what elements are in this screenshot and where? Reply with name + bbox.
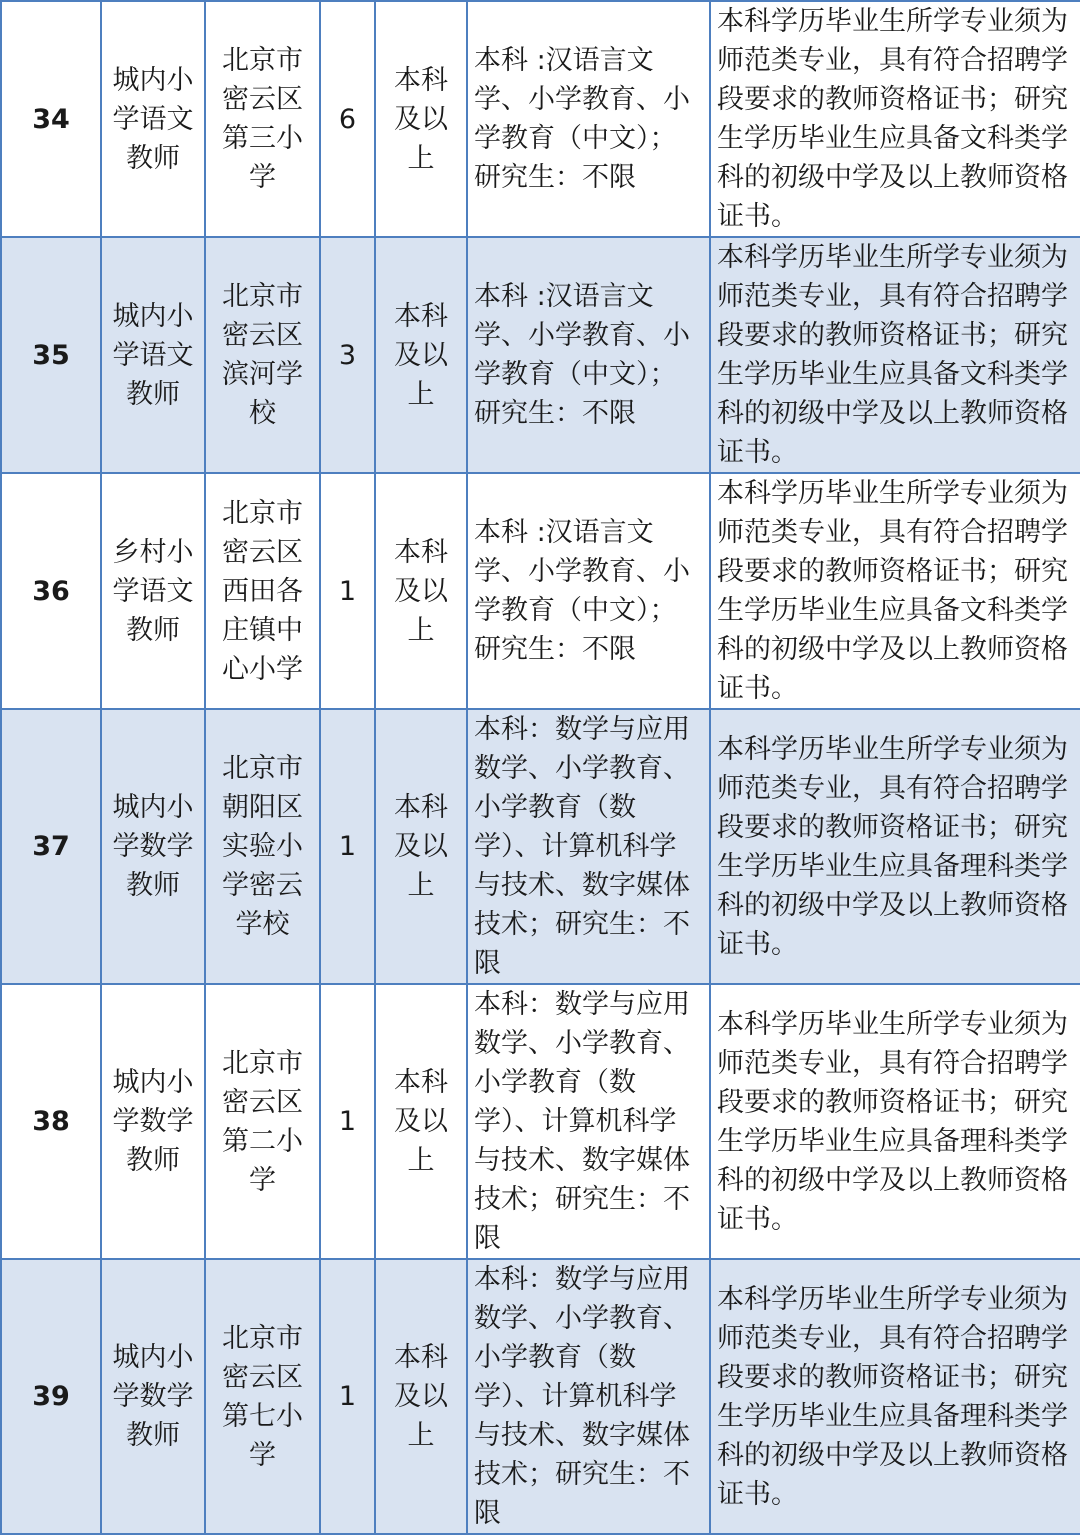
table-row [1,1259,1080,1534]
row-number: 38 [1,984,101,1259]
school-cell: 北京市密云区第三小学 [205,1,320,237]
table-row [1,984,1080,1259]
row-number: 39 [1,1259,101,1534]
table-row [1,237,1080,473]
row-number: 36 [1,473,101,709]
education-cell: 本科及以上 [375,473,467,709]
position-cell: 城内小学数学教师 [101,984,205,1259]
row-number: 34 [1,1,101,237]
education-cell: 本科及以上 [375,237,467,473]
row-number: 37 [1,709,101,984]
position-cell: 乡村小学语文教师 [101,473,205,709]
education-cell: 本科及以上 [375,709,467,984]
position-cell: 城内小学数学教师 [101,1259,205,1534]
requirement-cell: 本科学历毕业生所学专业须为师范类专业，具有符合招聘学段要求的教师资格证书；研究生学历毕业生应具备文科类学科的初级中学及以上教师资格证书。 [710,1,1080,237]
count-cell: 1 [320,709,375,984]
school-cell: 北京市朝阳区实验小学密云学校 [205,709,320,984]
count-cell: 1 [320,984,375,1259]
table-row [1,709,1080,984]
position-cell: 城内小学语文教师 [101,1,205,237]
position-cell: 城内小学语文教师 [101,237,205,473]
major-cell: 本科：数学与应用数学、小学教育、小学教育（数学）、计算机科学与技术、数字媒体技术；研究生：不限 [467,1259,710,1534]
education-cell: 本科及以上 [375,984,467,1259]
row-number: 35 [1,237,101,473]
requirement-cell: 本科学历毕业生所学专业须为师范类专业，具有符合招聘学段要求的教师资格证书；研究生学历毕业生应具备理科类学科的初级中学及以上教师资格证书。 [710,1259,1080,1534]
major-cell: 本科：数学与应用数学、小学教育、小学教育（数学）、计算机科学与技术、数字媒体技术；研究生：不限 [467,984,710,1259]
count-cell: 1 [320,473,375,709]
requirement-cell: 本科学历毕业生所学专业须为师范类专业，具有符合招聘学段要求的教师资格证书；研究生学历毕业生应具备理科类学科的初级中学及以上教师资格证书。 [710,984,1080,1259]
school-cell: 北京市密云区西田各庄镇中心小学 [205,473,320,709]
school-cell: 北京市密云区滨河学校 [205,237,320,473]
requirement-cell: 本科学历毕业生所学专业须为师范类专业，具有符合招聘学段要求的教师资格证书；研究生学历毕业生应具备文科类学科的初级中学及以上教师资格证书。 [710,237,1080,473]
major-cell: 本科 :汉语言文学、小学教育、小学教育（中文）；研究生：不限 [467,237,710,473]
count-cell: 6 [320,1,375,237]
table-row [1,1,1080,237]
requirement-cell: 本科学历毕业生所学专业须为师范类专业，具有符合招聘学段要求的教师资格证书；研究生学历毕业生应具备理科类学科的初级中学及以上教师资格证书。 [710,709,1080,984]
school-cell: 北京市密云区第二小学 [205,984,320,1259]
major-cell: 本科：数学与应用数学、小学教育、小学教育（数学）、计算机科学与技术、数字媒体技术；研究生：不限 [467,709,710,984]
major-cell: 本科 :汉语言文学、小学教育、小学教育（中文）；研究生：不限 [467,1,710,237]
count-cell: 3 [320,237,375,473]
position-cell: 城内小学数学教师 [101,709,205,984]
table-row [1,473,1080,709]
count-cell: 1 [320,1259,375,1534]
school-cell: 北京市密云区第七小学 [205,1259,320,1534]
education-cell: 本科及以上 [375,1,467,237]
major-cell: 本科 :汉语言文学、小学教育、小学教育（中文）；研究生：不限 [467,473,710,709]
requirement-cell: 本科学历毕业生所学专业须为师范类专业，具有符合招聘学段要求的教师资格证书；研究生学历毕业生应具备文科类学科的初级中学及以上教师资格证书。 [710,473,1080,709]
education-cell: 本科及以上 [375,1259,467,1534]
